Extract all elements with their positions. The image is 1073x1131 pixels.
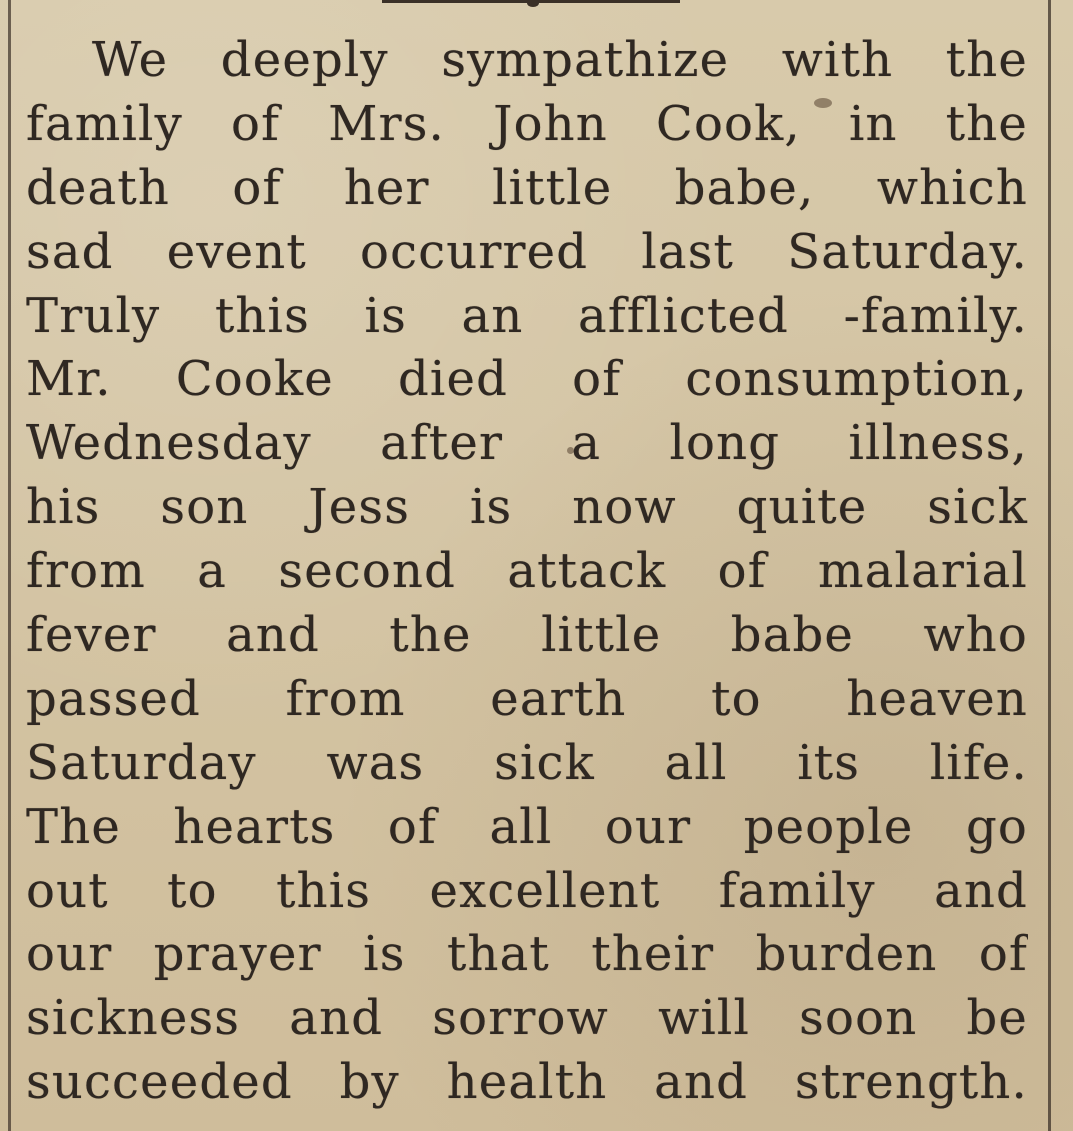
article-line: fever and the little babe who	[26, 607, 1028, 664]
article-line: Truly this is an afflicted -family.	[26, 287, 1028, 344]
article-line: from a second attack of malarial	[26, 543, 1028, 600]
article-line: sickness and sorrow will soon be	[26, 990, 1028, 1047]
right-column-border	[1048, 0, 1051, 1131]
article-line: We deeply sympathize with the	[92, 32, 1028, 88]
article-line: out to this excellent family and	[26, 862, 1028, 919]
article-line: succeeded by health and strength.	[26, 1054, 1028, 1111]
article-line: our prayer is that their burden of	[26, 926, 1028, 983]
article-line: death of her little babe, which	[26, 159, 1028, 216]
article-body	[26, 28, 1028, 1110]
article-line: sad event occurred last Saturday.	[26, 223, 1028, 280]
article-line: his son Jess is now quite sick	[26, 479, 1028, 536]
top-rule-ornament	[382, 0, 680, 9]
article-line: Wednesday after a long illness,	[26, 415, 1028, 472]
article-line: Mr. Cooke died of consumption,	[26, 351, 1028, 408]
article-line: Saturday was sick all its life.	[26, 734, 1028, 791]
article-line: passed from earth to heaven	[26, 670, 1028, 727]
article-line: The hearts of all our people go	[26, 798, 1028, 855]
article-line: family of Mrs. John Cook, in the	[26, 95, 1028, 152]
left-column-border	[8, 0, 11, 1131]
